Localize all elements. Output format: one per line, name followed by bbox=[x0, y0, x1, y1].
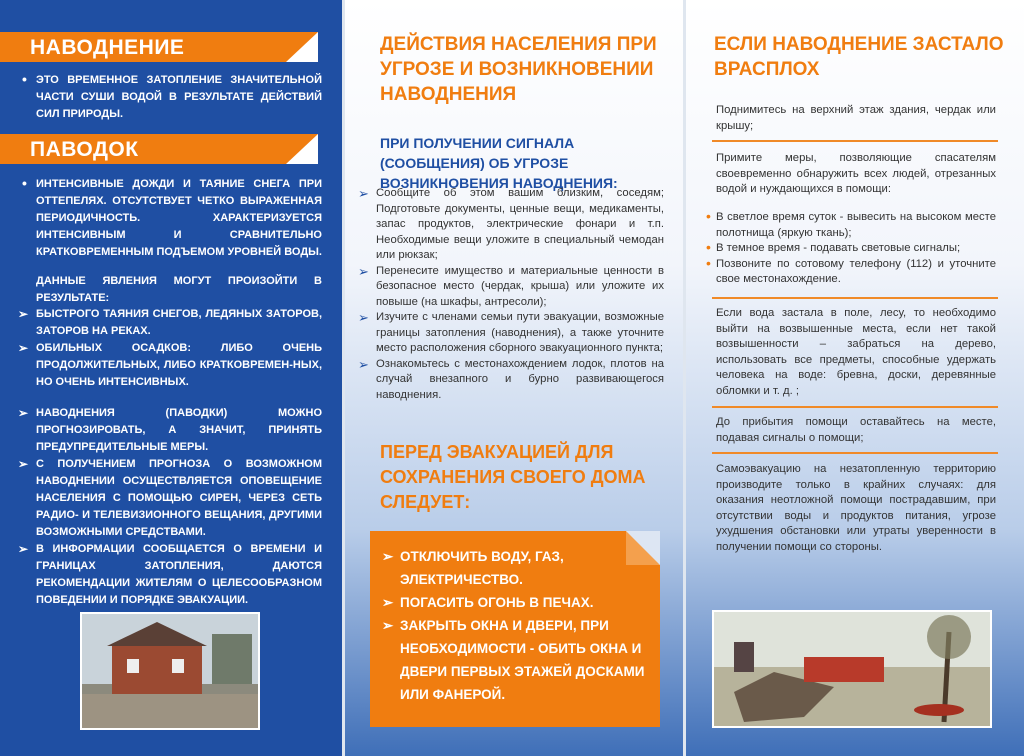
notes-list bbox=[20, 405, 322, 609]
flood-illustration bbox=[712, 610, 992, 728]
divider bbox=[712, 297, 998, 299]
flood-definition bbox=[20, 72, 322, 123]
paragraph: Если вода застала в поле, лесу, то необходимо выйти на возвышенные места, если нет такой возвышенности – забраться на дерево, использовать все предметы, способные удержать человека на воде: бревна, доски, деревянные обломки и т. д. ; bbox=[716, 307, 996, 397]
left-panel bbox=[0, 0, 342, 756]
caught-off-guard-title: ЕСЛИ НАВОДНЕНИЕ ЗАСТАЛО ВРАСПЛОХ bbox=[714, 34, 1004, 80]
causes-list bbox=[20, 306, 322, 391]
list-item: ➢ В ИНФОРМАЦИИ СООБЩАЕТСЯ О ВРЕМЕНИ И ГРАНИЦАХ ЗАТОПЛЕНИЯ, ДАЮТСЯ РЕКОМЕНДАЦИИ ЖИТЕЛЯМ О ЦЕЛЕСООБРАЗНОМ ПОВЕДЕНИИ И ПОРЯДКЕ ЭВАКУАЦИИ. bbox=[20, 541, 322, 609]
list-item: ➢ Сообщите об этом вашим близким, соседям; Подготовьте документы, ценные вещи, медикаменты, запас продуктов, электрические фонари и т.п. Необходимые вещи уложите в специальный чемодан или рюкзак; bbox=[358, 186, 664, 264]
signal-actions-list bbox=[358, 186, 664, 403]
causes-intro: ДАННЫЕ ЯВЛЕНИЯ МОГУТ ПРОИЗОЙТИ В РЕЗУЛЬТАТЕ: bbox=[36, 275, 322, 304]
list-item: • В темное время - подавать световые сигналы; bbox=[706, 241, 996, 257]
list-item: • ИНТЕНСИВНЫЕ ДОЖДИ И ТАЯНИЕ СНЕГА ПРИ ОТТЕПЕЛЯХ. ОТСУТСТВУЕТ ЧЕТКО ВЫРАЖЕННАЯ ПЕРИОДИЧНОСТЬ. ХАРАКТЕРИЗУЕТСЯ ИНТЕНСИВНЫМ И СРАВНИТЕЛЬНО КРАТКОВРЕМЕННЫМ ПОДЪЕМОМ УРОВНЕЙ ВОДЫ. bbox=[20, 176, 322, 261]
signal-subtitle: ПРИ ПОЛУЧЕНИИ СИГНАЛА (СООБЩЕНИЯ) ОБ УГРОЗЕ ВОЗНИКНОВЕНИЯ НАВОДНЕНИЯ: bbox=[380, 135, 618, 191]
evacuation-title: ПЕРЕД ЭВАКУАЦИЕЙ ДЛЯ СОХРАНЕНИЯ СВОЕГО ДОМА СЛЕДУЕТ: bbox=[380, 442, 646, 512]
signal-bullets bbox=[706, 210, 996, 288]
evacuation-box bbox=[370, 531, 660, 727]
title-high-water: ПАВОДОК bbox=[0, 134, 318, 164]
list-item: ➢ Перенесите имущество и материальные ценности в безопасное место (чердак, крыша) или уложите их повыше (на шкафы, антресоли); bbox=[358, 264, 664, 311]
list-item: ➢ Ознакомьтесь с местонахождением лодок, плотов на случай внезапного и бурно развивающегося наводнения. bbox=[358, 357, 664, 404]
divider bbox=[712, 452, 998, 454]
divider bbox=[712, 140, 998, 142]
paragraph: До прибытия помощи оставайтесь на месте, подавая сигналы о помощи; bbox=[716, 416, 996, 444]
list-item: ➢ ОТКЛЮЧИТЬ ВОДУ, ГАЗ, ЭЛЕКТРИЧЕСТВО. bbox=[382, 545, 650, 591]
list-item: ➢ НАВОДНЕНИЯ (ПАВОДКИ) МОЖНО ПРОГНОЗИРОВАТЬ, А ЗНАЧИТ, ПРИНЯТЬ ПРЕДУПРЕДИТЕЛЬНЫЕ МЕРЫ. bbox=[20, 405, 322, 456]
divider bbox=[712, 406, 998, 408]
list-item: ➢ С ПОЛУЧЕНИЕМ ПРОГНОЗА О ВОЗМОЖНОМ НАВОДНЕНИИ ОСУЩЕСТВЛЯЕТСЯ ОПОВЕЩЕНИЕ НАСЕЛЕНИЯ С ПОМОЩЬЮ СИРЕН, ЧЕРЕЗ СЕТЬ РАДИО- И ТЕЛЕВИЗИОННОГО ВЕЩАНИЯ, ДРУГИМИ ВОЗМОЖНЫМИ СРЕДСТВАМИ. bbox=[20, 456, 322, 541]
list-item: ➢ ОБИЛЬНЫХ ОСАДКОВ: ЛИБО ОЧЕНЬ ПРОДОЛЖИТЕЛЬНЫХ, ЛИБО КРАТКОВРЕМЕН-НЫХ, НО ОЧЕНЬ ИНТЕНСИВНЫХ. bbox=[20, 340, 322, 391]
actions-title: ДЕЙСТВИЯ НАСЕЛЕНИЯ ПРИ УГРОЗЕ И ВОЗНИКНОВЕНИИ НАВОДНЕНИЯ bbox=[380, 34, 657, 105]
high-water-definition bbox=[20, 176, 322, 261]
paragraph: Самоэвакуацию на незатопленную территорию производите только в крайних случаях: для оказания неотложной помощи пострадавшим, при отсутствии воды и продуктов питания, угрозе ухудшения обстановки или утраты уверенности в получении помощи со стороны. bbox=[716, 463, 996, 553]
flooded-house-photo bbox=[80, 612, 260, 730]
list-item: ➢ БЫСТРОГО ТАЯНИЯ СНЕГОВ, ЛЕДЯНЫХ ЗАТОРОВ, ЗАТОРОВ НА РЕКАХ. bbox=[20, 306, 322, 340]
list-item: ➢ ЗАКРЫТЬ ОКНА И ДВЕРИ, ПРИ НЕОБХОДИМОСТИ - ОБИТЬ ОКНА И ДВЕРИ ПЕРВЫХ ЭТАЖЕЙ ДОСКАМИ ИЛИ ФАНЕРОЙ. bbox=[382, 614, 650, 706]
list-item: ➢ ПОГАСИТЬ ОГОНЬ В ПЕЧАХ. bbox=[382, 591, 650, 614]
paragraph: Примите меры, позволяющие спасателям своевременно обнаружить всех людей, отрезанных водой и нуждающихся в помощи: bbox=[716, 152, 996, 195]
title-flood: НАВОДНЕНИЕ bbox=[0, 32, 318, 62]
list-item: • ЭТО ВРЕМЕННОЕ ЗАТОПЛЕНИЕ ЗНАЧИТЕЛЬНОЙ ЧАСТИ СУШИ ВОДОЙ В РЕЗУЛЬТАТЕ ДЕЙСТВИЙ СИЛ ПРИРОДЫ. bbox=[20, 72, 322, 123]
list-item: • Позвоните по сотовому телефону (112) и уточните свое местонахождение. bbox=[706, 257, 996, 288]
paragraph: Поднимитесь на верхний этаж здания, чердак или крышу; bbox=[716, 104, 996, 132]
list-item: • В светлое время суток - вывесить на высоком месте полотнища (яркую ткань); bbox=[706, 210, 996, 241]
list-item: ➢ Изучите с членами семьи пути эвакуации, возможные границы затопления (наводнения), а также уточните место расположения сборного эвакуационного пункта; bbox=[358, 310, 664, 357]
